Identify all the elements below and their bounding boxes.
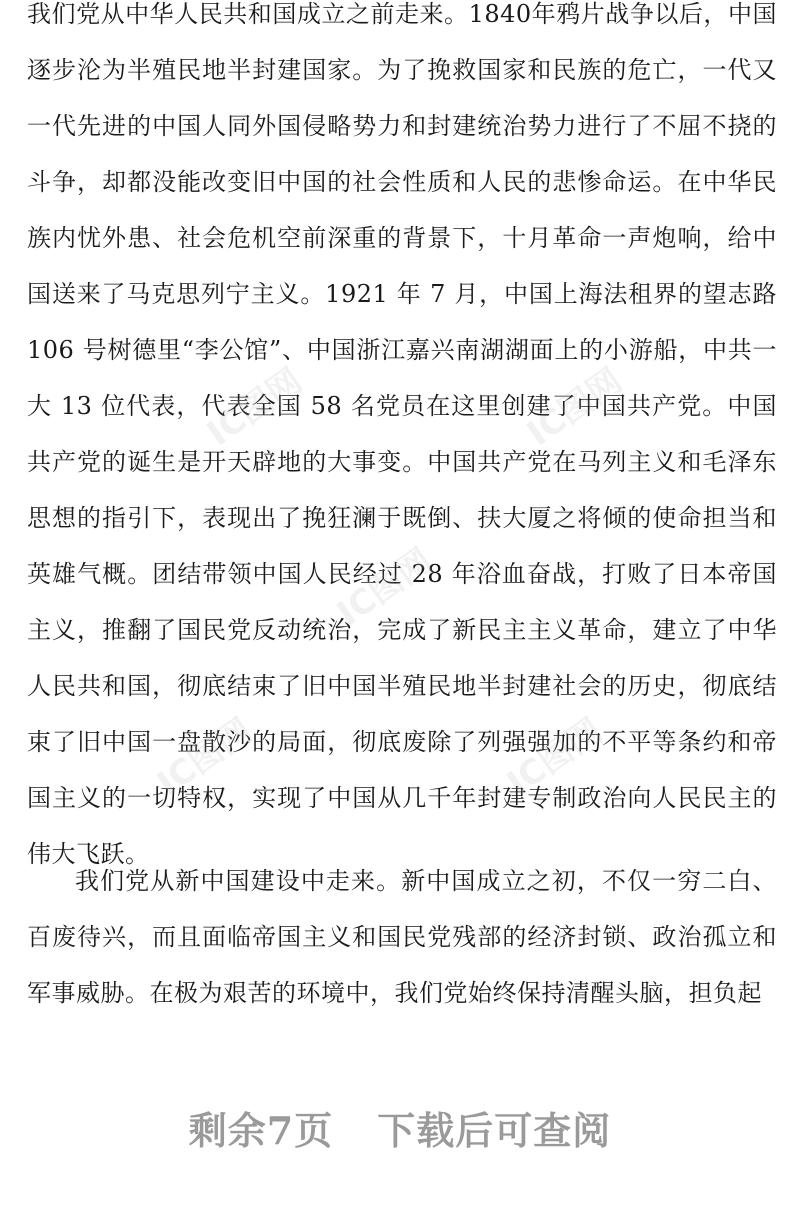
watermark-logo: IC图网 xyxy=(500,710,610,805)
watermark-logo: IC图网 xyxy=(330,540,440,635)
body-paragraph-1: 我们党从中华人民共和国成立之前走来。1840年鸦片战争以后，中国逐步沦为半殖民地半封建国家。为了挽救国家和民族的危亡，一代又一代先进的中国人同外国侵略势力和封建统治势力进行了不屈不挠的斗争，却都没能改变旧中国的社会性质和人民的悲惨命运。在中华民族内忧外患、社会危机空前深重的背景下，十月革命一声炮响，给中国送来了马克思列宁主义。1921 年 7 月，中国上海法租界的望志路 106 号树德里“李公馆”、中国浙江嘉兴南湖湖面上的小游船，中共一大 13 位代表，代表全国 58 名党员在这里创建了中国共产党。中国共产党的诞生是开天辟地的大事变。中国共产党在马列主义和毛泽东思想的指引下，表现出了挽狂澜于既倒、扶大厦之将倾的使命担当和英雄气概。团结带领中国人民经过 28 年浴血奋战，打败了日本帝国主义，推翻了国民党反动统治，完成了新民主主义革命，建立了中华人民共和国，彻底结束了旧中国半殖民地半封建社会的历史，彻底结束了旧中国一盘散沙的局面，彻底废除了列强强加的不平等条约和帝国主义的一切特权，实现了中国从几千年封建专制政治向人民民主的伟大飞跃。 xyxy=(27,0,777,868)
body-paragraph-2: 我们党从新中国建设中走来。新中国成立之初，不仅一穷二白、百废待兴，而且面临帝国主义和国民党残部的经济封锁、政治孤立和军事威胁。在极为艰苦的环境中，我们党始终保持清醒头脑，担负起 xyxy=(27,867,777,1007)
download-to-view-label: 下载后可查阅 xyxy=(377,1108,612,1153)
watermark-logo: IC图网 xyxy=(150,710,260,805)
watermark-logo: IC图网 xyxy=(520,360,630,455)
remaining-pages-label: 剩余7页 xyxy=(188,1108,334,1153)
remaining-pages-notice[interactable] xyxy=(0,1100,800,1155)
watermark-logo: IC图网 xyxy=(200,360,310,455)
